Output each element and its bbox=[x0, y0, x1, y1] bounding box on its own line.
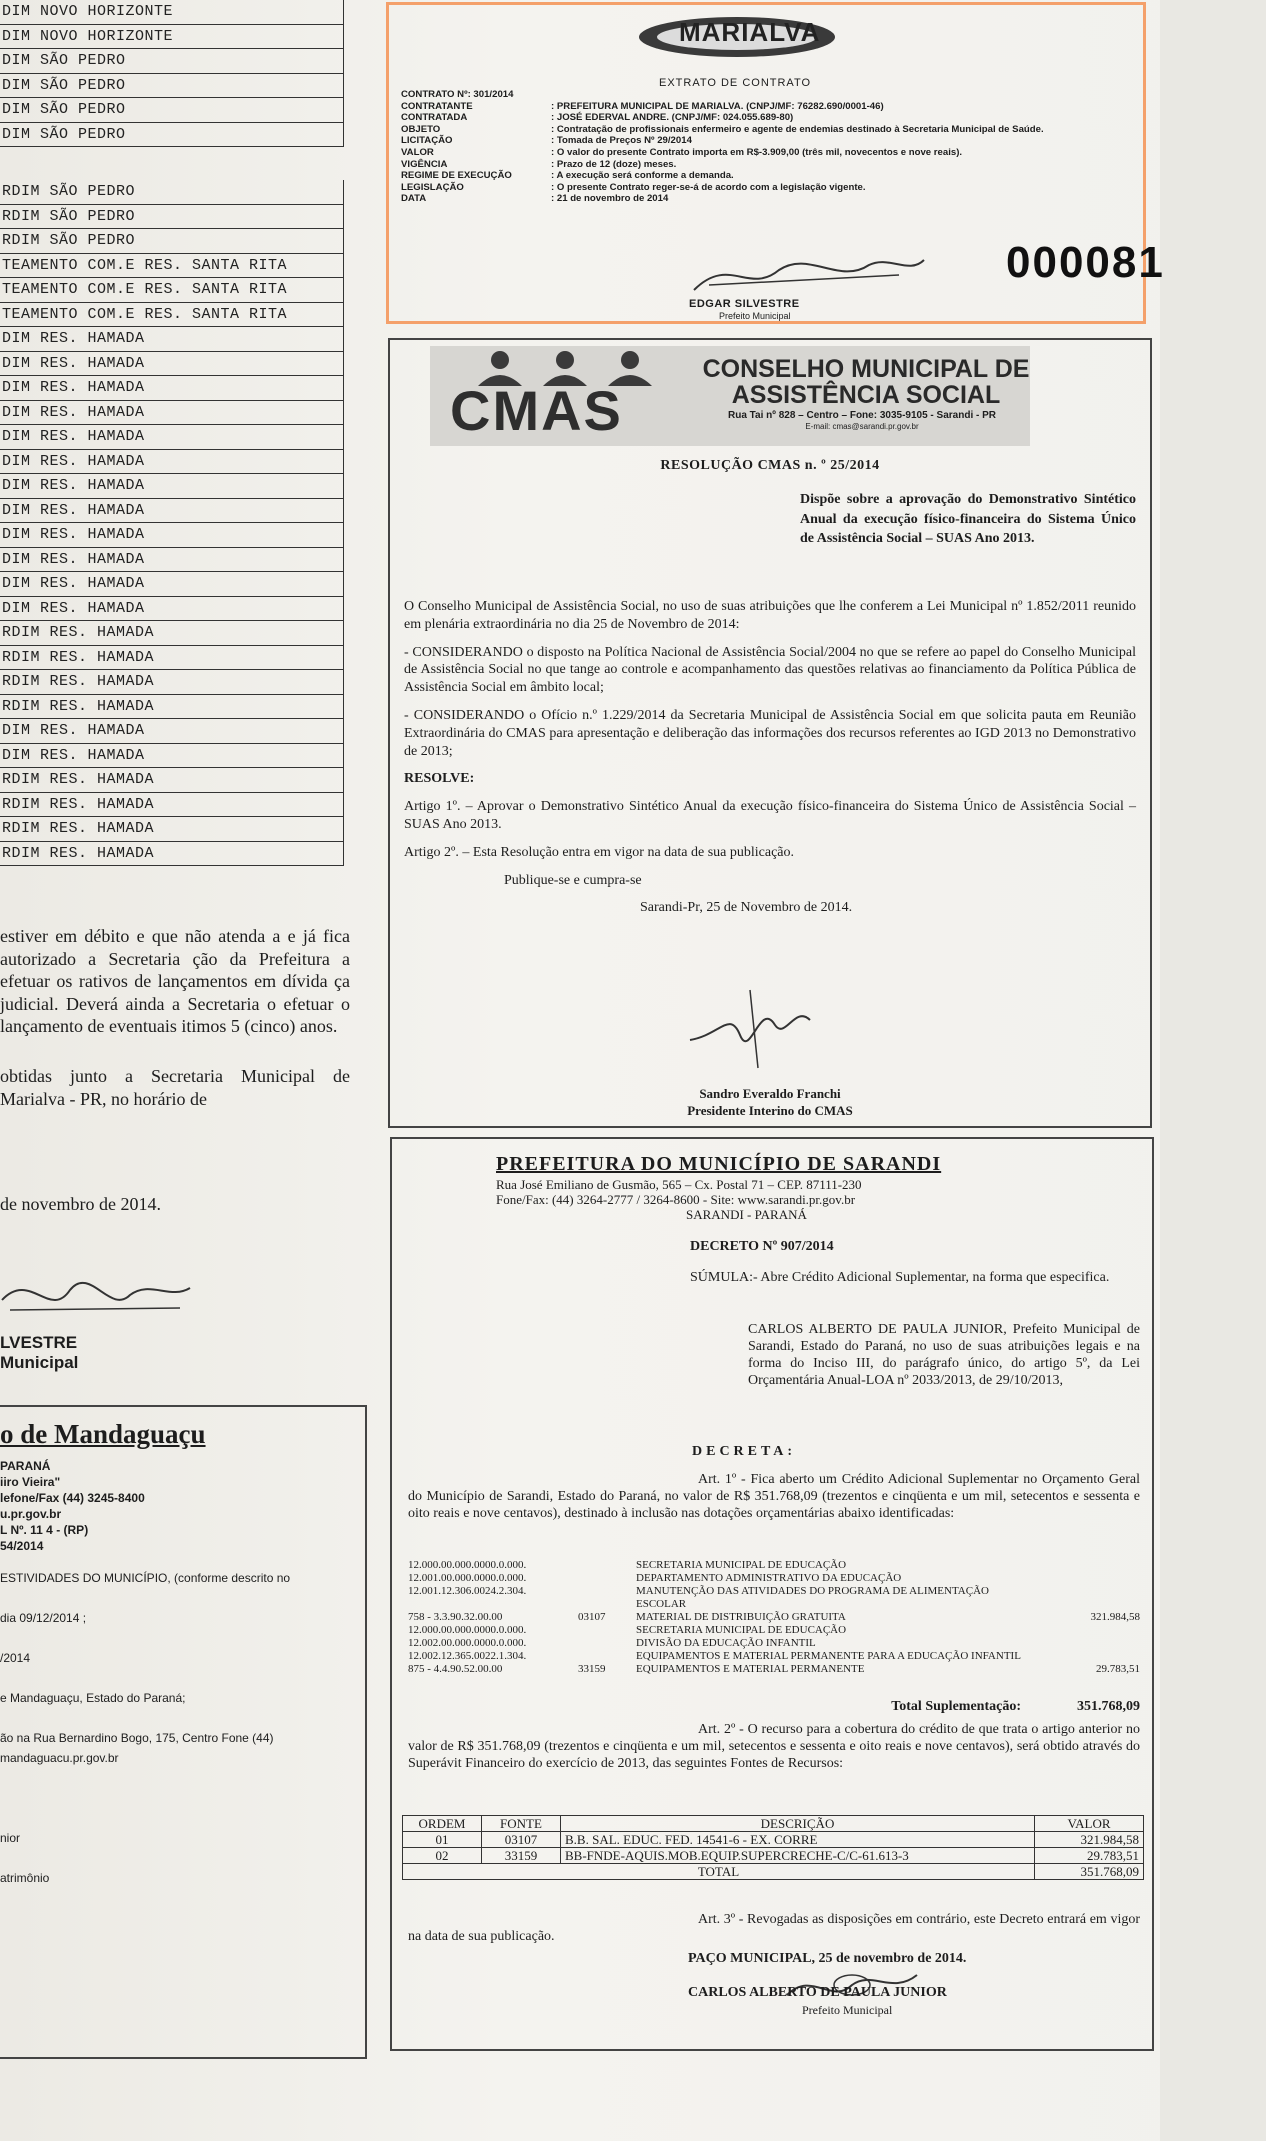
contract-field-row bbox=[401, 135, 1146, 147]
mandaguacu-line: dia 09/12/2014 ; bbox=[0, 1611, 87, 1625]
fontes-table-row bbox=[403, 1848, 1144, 1864]
contract-field-key: LEGISLAÇÃO bbox=[401, 181, 464, 193]
resolution-publish: Publique-se e cumpra-se bbox=[504, 872, 642, 888]
dotacao-val bbox=[1036, 1637, 1140, 1650]
address-row: DIM RES. HAMADA bbox=[0, 523, 344, 548]
dotacao-val bbox=[1036, 1585, 1140, 1611]
dotacao-code: 12.000.00.000.0000.0.000. bbox=[408, 1559, 527, 1571]
contract-field-row bbox=[401, 89, 1146, 101]
dotacao-row bbox=[408, 1559, 1140, 1572]
address-row: RDIM RES. HAMADA bbox=[0, 695, 344, 720]
fontes-table-cell: 33159 bbox=[482, 1848, 561, 1864]
resolution-date: Sarandi-Pr, 25 de Novembro de 2014. bbox=[640, 900, 853, 916]
mandaguacu-line: lefone/Fax (44) 3245-8400 bbox=[0, 1491, 145, 1505]
contract-field-value: : JOSÉ EDERVAL ANDRE. (CNPJ/MF: 024.055.689-80) bbox=[551, 112, 794, 124]
contract-field-key: REGIME DE EXECUÇÃO bbox=[401, 170, 512, 182]
address-row: DIM RES. HAMADA bbox=[0, 352, 344, 377]
address-row: DIM RES. HAMADA bbox=[0, 474, 344, 499]
dotacao-code: 12.002.12.365.0022.1.304. bbox=[408, 1650, 527, 1662]
cmas-signature-block bbox=[390, 1085, 1150, 1119]
address-row: RDIM RES. HAMADA bbox=[0, 646, 344, 671]
fontes-table-cell: 03107 bbox=[482, 1832, 561, 1848]
address-row bbox=[0, 147, 344, 180]
fontes-table-cell: BB-FNDE-AQUIS.MOB.EQUIP.SUPERCRECHE-C/C-61.613-3 bbox=[561, 1848, 1035, 1864]
contract-signer-role: Prefeito Municipal bbox=[719, 311, 791, 321]
decreto-decreta: DECRETA: bbox=[692, 1444, 797, 1459]
contract-field-value: : 21 de novembro de 2014 bbox=[551, 193, 669, 205]
cmas-signer-name: Sandro Everaldo Franchi bbox=[699, 1086, 841, 1101]
dotacao-code: 12.001.12.306.0024.2.304. bbox=[408, 1585, 527, 1597]
mandaguacu-line: ESTIVIDADES DO MUNICÍPIO, (conforme descrito no bbox=[0, 1571, 291, 1585]
decreto-total-label: Total Suplementação: bbox=[891, 1699, 1021, 1714]
dotacao-desc: MANUTENÇÃO DAS ATIVIDADES DO PROGRAMA DE ALIMENTAÇÃO ESCOLAR bbox=[636, 1585, 989, 1610]
address-row: RDIM SÃO PEDRO bbox=[0, 205, 344, 230]
left-paragraph-1: estiver em débito e que não atenda a e já fica autorizado a Secretaria ção da Prefeitura a efetuar os rativos de lançamentos em dívida ça judicial. Deverá ainda a Secretaria o efetuar o lançamento de eventuais itimos 5 (cinco) anos. bbox=[0, 926, 350, 1036]
contract-field-row bbox=[401, 182, 1146, 194]
address-row: RDIM SÃO PEDRO bbox=[0, 180, 344, 205]
mandaguacu-line bbox=[0, 1590, 365, 1610]
cmas-signature bbox=[680, 980, 830, 1070]
resolution-article-2: Artigo 2º. – Esta Resolução entra em vigor na data de sua publicação. bbox=[404, 844, 794, 860]
resolution-resolve: RESOLVE: bbox=[404, 771, 475, 787]
address-row: RDIM RES. HAMADA bbox=[0, 793, 344, 818]
decreto-dotacoes bbox=[408, 1559, 1140, 1676]
dotacao-row bbox=[408, 1650, 1140, 1663]
address-row: DIM RES. HAMADA bbox=[0, 572, 344, 597]
address-row: DIM NOVO HORIZONTE bbox=[0, 0, 344, 25]
marialva-logo-text: MARIALVA bbox=[679, 17, 821, 47]
address-row: DIM RES. HAMADA bbox=[0, 499, 344, 524]
page-margin bbox=[1160, 0, 1266, 2141]
mandaguacu-line: iiro Vieira" bbox=[0, 1475, 61, 1489]
fontes-table-cell: 01 bbox=[403, 1832, 482, 1848]
mandaguacu-line: mandaguacu.pr.gov.br bbox=[0, 1751, 119, 1765]
mandaguacu-line: L Nº. 11 4 - (RP) bbox=[0, 1523, 89, 1537]
contract-field-row bbox=[401, 159, 1146, 171]
mandaguacu-line: atrimônio bbox=[0, 1871, 50, 1885]
decreto-address-line: Rua José Emiliano de Gusmão, 565 – Cx. Postal 71 – CEP. 87111-230 bbox=[496, 1177, 862, 1192]
mandaguacu-line bbox=[0, 1554, 365, 1570]
address-row: DIM RES. HAMADA bbox=[0, 401, 344, 426]
contract-field-value: : A execução será conforme a demanda. bbox=[551, 170, 734, 182]
address-row: RDIM RES. HAMADA bbox=[0, 621, 344, 646]
address-row: RDIM RES. HAMADA bbox=[0, 670, 344, 695]
address-row: DIM RES. HAMADA bbox=[0, 744, 344, 769]
decreto-sumula: SÚMULA:- Abre Crédito Adicional Suplementar, na forma que especifica. bbox=[690, 1270, 1110, 1285]
dotacao-fonte bbox=[578, 1637, 636, 1650]
mandaguacu-title: o de Mandaguaçu bbox=[0, 1419, 206, 1449]
left-sign-name: LVESTRE bbox=[0, 1333, 78, 1352]
mandaguacu-line bbox=[0, 1850, 365, 1870]
mandaguacu-line: 54/2014 bbox=[0, 1539, 44, 1553]
left-paragraph-2: obtidas junto a Secretaria Municipal de Marialva - PR, no horário de bbox=[0, 1066, 350, 1109]
contract-field-value bbox=[551, 89, 1146, 101]
fontes-table-cell: 321.984,58 bbox=[1035, 1832, 1144, 1848]
address-row: RDIM RES. HAMADA bbox=[0, 842, 344, 867]
contract-fields bbox=[401, 89, 1146, 205]
dotacao-row bbox=[408, 1624, 1140, 1637]
mandaguacu-line bbox=[0, 1630, 365, 1650]
fontes-table-cell: B.B. SAL. EDUC. FED. 14541-6 - EX. CORRE bbox=[561, 1832, 1035, 1848]
resolution-article-1: Artigo 1º. – Aprovar o Demonstrativo Sintético Anual da execução físico-financeira do Sistema Único de Assistência Social – SUAS Ano 2013. bbox=[404, 799, 1136, 832]
address-row: DIM SÃO PEDRO bbox=[0, 123, 344, 148]
contract-field-row bbox=[401, 193, 1146, 205]
contract-field-row bbox=[401, 124, 1146, 136]
contract-signer-name: EDGAR SILVESTRE bbox=[689, 298, 800, 310]
dotacao-desc: EQUIPAMENTOS E MATERIAL PERMANENTE bbox=[636, 1663, 865, 1675]
contract-field-key: CONTRATADA bbox=[401, 112, 468, 124]
dotacao-row bbox=[408, 1585, 1140, 1611]
contract-field-value: : Prazo de 12 (doze) meses. bbox=[551, 158, 677, 170]
decreto-total bbox=[408, 1699, 1140, 1715]
fontes-col-fonte: FONTE bbox=[482, 1816, 561, 1832]
contract-field-key: CONTRATANTE bbox=[401, 100, 473, 112]
address-row: RDIM RES. HAMADA bbox=[0, 817, 344, 842]
dotacao-val bbox=[1036, 1624, 1140, 1637]
address-table bbox=[0, 0, 344, 866]
contract-field-key: CONTRATO Nº: 301/2014 bbox=[401, 89, 514, 100]
address-row: TEAMENTO COM.E RES. SANTA RITA bbox=[0, 278, 344, 303]
cmas-title: CONSELHO MUNICIPAL DE ASSISTÊNCIA SOCIAL bbox=[702, 355, 1030, 409]
cmas-signer-role: Presidente Interino do CMAS bbox=[687, 1103, 853, 1118]
decreto-signer-name: CARLOS ALBERTO DE PAULA JUNIOR bbox=[688, 1985, 947, 2000]
resolution-title: RESOLUÇÃO CMAS n. º 25/2014 bbox=[660, 458, 880, 473]
cmas-email: E-mail: cmas@sarandi.pr.gov.br bbox=[805, 422, 919, 431]
address-row: DIM NOVO HORIZONTE bbox=[0, 25, 344, 50]
mandaguacu-notice bbox=[0, 1405, 367, 2059]
page-stamp-number: 000081 bbox=[1006, 238, 1165, 287]
address-row: DIM SÃO PEDRO bbox=[0, 49, 344, 74]
address-row: TEAMENTO COM.E RES. SANTA RITA bbox=[0, 254, 344, 279]
decreto-header: PREFEITURA DO MUNICÍPIO DE SARANDI bbox=[496, 1153, 942, 1175]
dotacao-val: 29.783,51 bbox=[1096, 1663, 1140, 1675]
dotacao-fonte bbox=[578, 1559, 636, 1572]
fontes-table-header bbox=[403, 1816, 1144, 1832]
address-row: DIM RES. HAMADA bbox=[0, 548, 344, 573]
mandaguacu-line bbox=[0, 1770, 365, 1790]
decreto-signer-role: Prefeito Municipal bbox=[802, 2003, 893, 2017]
decreto-box bbox=[390, 1137, 1154, 2051]
decreto-paco: PAÇO MUNICIPAL, 25 de novembro de 2014. bbox=[688, 1951, 967, 1966]
decreto-prefeito: CARLOS ALBERTO DE PAULA JUNIOR, Prefeito Municipal de Sarandi, Estado do Paraná, no uso de suas atribuições legais e na forma do Inciso III, do parágrafo único, do artigo 5º, da Lei Orçamentária Anual-LOA nº 2033/2013, de 29/10/2013, bbox=[748, 1322, 1140, 1388]
contract-field-value: : PREFEITURA MUNICIPAL DE MARIALVA. (CNPJ/MF: 76282.690/0001-46) bbox=[551, 100, 884, 112]
dotacao-fonte bbox=[578, 1624, 636, 1637]
address-row: TEAMENTO COM.E RES. SANTA RITA bbox=[0, 303, 344, 328]
resolution-summary: Dispõe sobre a aprovação do Demonstrativo Sintético Anual da execução físico-financeira do Sistema Único de Assistência Social – SUAS Ano 2013. bbox=[800, 492, 1136, 546]
cmas-resolution-box bbox=[388, 338, 1152, 1128]
dotacao-row bbox=[408, 1663, 1140, 1676]
dotacao-row bbox=[408, 1611, 1140, 1624]
decreto-title: DECRETO Nº 907/2014 bbox=[690, 1239, 834, 1254]
decreto-total-value: 351.768,09 bbox=[1077, 1699, 1140, 1714]
decreto-article-3: Art. 3º - Revogadas as disposições em contrário, este Decreto entrará em vigor na data de sua publicação. bbox=[408, 1912, 1140, 1944]
mandaguacu-line: nior bbox=[0, 1831, 21, 1845]
dotacao-desc: DIVISÃO DA EDUCAÇÃO INFANTIL bbox=[636, 1637, 816, 1649]
address-row: DIM RES. HAMADA bbox=[0, 376, 344, 401]
mandaguacu-line: PARANÁ bbox=[0, 1459, 51, 1473]
dotacao-desc: SECRETARIA MUNICIPAL DE EDUCAÇÃO bbox=[636, 1624, 847, 1636]
dotacao-fonte: 03107 bbox=[578, 1611, 606, 1623]
dotacao-code: 875 - 4.4.90.52.00.00 bbox=[408, 1663, 503, 1675]
contract-field-row bbox=[401, 147, 1146, 159]
address-row: DIM SÃO PEDRO bbox=[0, 74, 344, 99]
fontes-table bbox=[402, 1815, 1144, 1880]
decreto-address-line: Fone/Fax: (44) 3264-2777 / 3264-8600 - Site: www.sarandi.pr.gov.br bbox=[496, 1192, 856, 1207]
left-date-line: de novembro de 2014. bbox=[0, 1194, 161, 1214]
dotacao-fonte bbox=[578, 1572, 636, 1585]
contract-signature bbox=[689, 245, 929, 305]
fontes-total-row bbox=[403, 1864, 1144, 1880]
contract-field-value: : O presente Contrato reger-se-á de acordo com a legislação vigente. bbox=[551, 181, 866, 193]
address-row: DIM RES. HAMADA bbox=[0, 327, 344, 352]
address-row: DIM RES. HAMADA bbox=[0, 719, 344, 744]
dotacao-fonte bbox=[578, 1585, 636, 1611]
left-sign-role: Municipal bbox=[0, 1353, 79, 1372]
dotacao-code: 12.002.00.000.0000.0.000. bbox=[408, 1637, 527, 1649]
dotacao-fonte bbox=[578, 1650, 636, 1663]
left-column bbox=[0, 0, 355, 2080]
dotacao-desc: MATERIAL DE DISTRIBUIÇÃO GRATUITA bbox=[636, 1611, 846, 1623]
contract-field-key: OBJETO bbox=[401, 123, 441, 135]
fontes-col-valor: VALOR bbox=[1035, 1816, 1144, 1832]
address-row: DIM RES. HAMADA bbox=[0, 597, 344, 622]
decreto-article-1: Art. 1º - Fica aberto um Crédito Adicional Suplementar no Orçamento Geral do Município de Sarandi, Estado do Paraná, no valor de R$ 351.768,09 (trezentos e cinqüenta e um mil, setecentos e sessenta e oito reais e nove centavos), destinado à inclusão nas dotações orçamentárias abaixo identificadas: bbox=[408, 1472, 1140, 1521]
fontes-table-cell: 29.783,51 bbox=[1035, 1848, 1144, 1864]
address-row: RDIM SÃO PEDRO bbox=[0, 229, 344, 254]
dotacao-code: 12.001.00.000.0000.0.000. bbox=[408, 1572, 527, 1584]
mandaguacu-lines bbox=[0, 1458, 365, 1890]
contract-field-value: : Tomada de Preços Nº 29/2014 bbox=[551, 135, 692, 147]
dotacao-val bbox=[1036, 1572, 1140, 1585]
dotacao-val bbox=[1036, 1650, 1140, 1663]
dotacao-desc: DEPARTAMENTO ADMINISTRATIVO DA EDUCAÇÃO bbox=[636, 1572, 902, 1584]
resolution-body bbox=[404, 598, 1136, 927]
mandaguacu-line bbox=[0, 1670, 365, 1690]
dotacao-row bbox=[408, 1572, 1140, 1585]
dotacao-code: 12.000.00.000.0000.0.000. bbox=[408, 1624, 527, 1636]
dotacao-row bbox=[408, 1637, 1140, 1650]
contract-field-value: : Contratação de profissionais enfermeiro e agente de endemias destinado à Secretaria Municipal de Saúde. bbox=[551, 123, 1044, 135]
mandaguacu-line bbox=[0, 1810, 365, 1830]
address-row: DIM SÃO PEDRO bbox=[0, 98, 344, 123]
dotacao-val bbox=[1036, 1559, 1140, 1572]
resolution-paragraph: - CONSIDERANDO o Ofício n.º 1.229/2014 da Secretaria Municipal de Assistência Social em que solicita pauta em Reunião Extraordinária do CMAS para apresentação e deliberação das informações dos recursos referentes ao IGD 2013 no Demonstrativo de 2013; bbox=[404, 707, 1136, 759]
contract-field-row bbox=[401, 101, 1146, 113]
mandaguacu-line bbox=[0, 1790, 365, 1810]
contract-field-key: VIGÊNCIA bbox=[401, 158, 448, 170]
mandaguacu-line: ão na Rua Bernardino Bogo, 175, Centro Fone (44) bbox=[0, 1731, 274, 1745]
fontes-total-value: 351.768,09 bbox=[1035, 1864, 1144, 1880]
fontes-total-label: TOTAL bbox=[403, 1864, 1035, 1880]
fontes-col-ordem: ORDEM bbox=[403, 1816, 482, 1832]
dotacao-fonte: 33159 bbox=[578, 1663, 606, 1675]
dotacao-val: 321.984,58 bbox=[1090, 1611, 1140, 1623]
resolution-paragraph: O Conselho Municipal de Assistência Social, no uso de suas atribuições que lhe conferem a Lei Municipal nº 1.852/2011 reunido em plenária extraordinária no dia 25 de Novembro de 2014: bbox=[404, 599, 1136, 632]
contract-heading: EXTRATO DE CONTRATO bbox=[659, 77, 812, 89]
fontes-table-row bbox=[403, 1832, 1144, 1848]
mandaguacu-line: u.pr.gov.br bbox=[0, 1507, 62, 1521]
contract-field-value: : O valor do presente Contrato importa em R$-3.909,00 (três mil, novecentos e nove reais). bbox=[551, 146, 963, 158]
dotacao-desc: EQUIPAMENTOS E MATERIAL PERMANENTE PARA A EDUCAÇÃO INFANTIL bbox=[636, 1650, 1021, 1662]
decreto-article-2: Art. 2º - O recurso para a cobertura do crédito de que trata o artigo anterior no valor de R$ 351.768,09 (trezentos e cinqüenta e um mil, setecentos e sessenta e oito reais e nove centavos), será obtido através do Superávit Financeiro do exercício de 2013, das seguintes Fontes de Recursos: bbox=[408, 1722, 1140, 1771]
address-row: DIM RES. HAMADA bbox=[0, 425, 344, 450]
address-row: RDIM RES. HAMADA bbox=[0, 768, 344, 793]
cmas-logo-text: CMAS bbox=[450, 379, 623, 442]
dotacao-code: 758 - 3.3.90.32.00.00 bbox=[408, 1611, 503, 1623]
decreto-address bbox=[496, 1177, 862, 1222]
fontes-col-descricao: DESCRIÇÃO bbox=[561, 1816, 1035, 1832]
contract-field-key: LICITAÇÃO bbox=[401, 135, 453, 147]
mandaguacu-line: e Mandaguaçu, Estado do Paraná; bbox=[0, 1691, 186, 1705]
contract-field-key: VALOR bbox=[401, 146, 434, 158]
decreto-address-line: SARANDI - PARANÁ bbox=[686, 1207, 807, 1222]
dotacao-desc: SECRETARIA MUNICIPAL DE EDUCAÇÃO bbox=[636, 1559, 847, 1571]
fontes-table-cell: 02 bbox=[403, 1848, 482, 1864]
address-row: DIM RES. HAMADA bbox=[0, 450, 344, 475]
mandaguacu-line bbox=[0, 1710, 365, 1730]
cmas-address: Rua Tai nº 828 – Centro – Fone: 3035-9105 - Sarandi - PR bbox=[728, 410, 996, 421]
contract-field-row bbox=[401, 112, 1146, 124]
contract-field-key: DATA bbox=[401, 193, 427, 205]
contract-field-row bbox=[401, 170, 1146, 182]
left-signature bbox=[0, 1260, 200, 1330]
mandaguacu-line: /2014 bbox=[0, 1651, 31, 1665]
resolution-paragraph: - CONSIDERANDO o disposto na Política Nacional de Assistência Social/2004 no que se refere ao papel do Conselho Municipal de Assistência Social no que tange ao controle e acompanhamento das questões relativas ao financiamento da Política Pública de Assistência Social em âmbito local; bbox=[404, 644, 1136, 696]
